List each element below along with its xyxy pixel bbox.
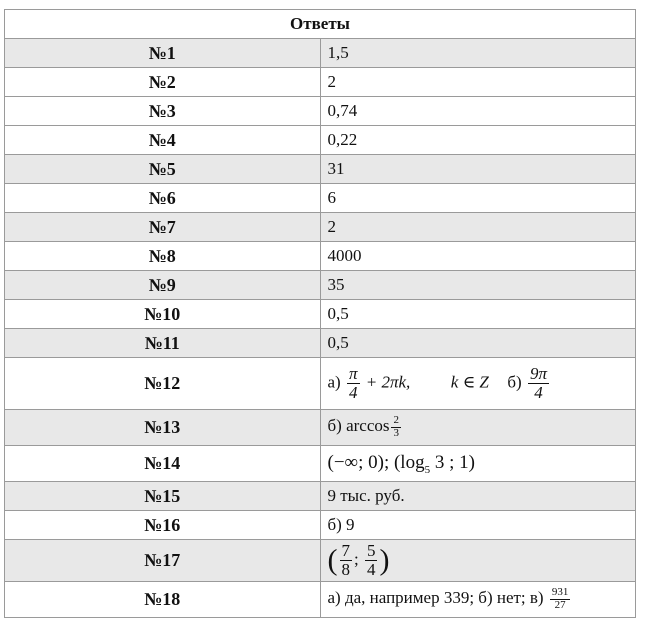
- row-number: №9: [5, 271, 321, 300]
- row-answer-math: б) arccos $\frac{2}{3}$: [320, 410, 636, 446]
- row-number: №15: [5, 482, 321, 511]
- row-number: №1: [5, 39, 321, 68]
- table-row: [5, 213, 636, 242]
- row-answer: б) 9: [320, 511, 636, 540]
- table-row: [5, 329, 636, 358]
- table-row: [5, 97, 636, 126]
- fraction: $\frac{931}{27}$: [551, 586, 569, 611]
- row-number: №2: [5, 68, 321, 97]
- row-answer: 6: [320, 184, 636, 213]
- row-answer: 9 тыс. руб.: [320, 482, 636, 511]
- row-answer: 0,74: [320, 97, 636, 126]
- table-row: [5, 126, 636, 155]
- fraction: $\frac{9\pi}{4}$: [529, 364, 547, 402]
- table-row: [5, 300, 636, 329]
- fraction: $\frac{5}{4}$: [366, 541, 376, 579]
- fraction: $\frac{2}{3}$: [393, 414, 399, 439]
- row-number: №8: [5, 242, 321, 271]
- table-header: Ответы: [5, 10, 636, 39]
- row-answer: 31: [320, 155, 636, 184]
- row-answer-math: ( $\frac{7}{8}$ ; $\frac{5}{4}$ ): [320, 540, 636, 582]
- table-row: [5, 155, 636, 184]
- row-number: №11: [5, 329, 321, 358]
- row-number: №12: [5, 358, 321, 410]
- row-number: №16: [5, 511, 321, 540]
- table-row: [5, 242, 636, 271]
- answer-part-a-label: а): [327, 372, 341, 392]
- row-number: №3: [5, 97, 321, 126]
- row-answer-math: а) да, например 339; б) нет; в) $\frac{931}{27}$: [320, 582, 636, 618]
- table-row: [5, 482, 636, 511]
- row-answer: 0,5: [320, 300, 636, 329]
- row-number: №13: [5, 410, 321, 446]
- row-answer: 0,5: [320, 329, 636, 358]
- table-row: [5, 511, 636, 540]
- row-answer: 1,5: [320, 39, 636, 68]
- table-row: [5, 410, 636, 446]
- row-answer: 4000: [320, 242, 636, 271]
- row-answer: 2: [320, 213, 636, 242]
- table-row: [5, 582, 636, 618]
- row-answer-math: (−∞; 0); ($\log_5$ 3 ; 1): [320, 446, 636, 482]
- row-answer: 35: [320, 271, 636, 300]
- row-answer: 2: [320, 68, 636, 97]
- row-number: №10: [5, 300, 321, 329]
- row-number: №4: [5, 126, 321, 155]
- answers-table: [4, 9, 636, 618]
- row-number: №5: [5, 155, 321, 184]
- table-row: [5, 358, 636, 410]
- fraction: $\frac{\pi}{4}$: [348, 364, 358, 402]
- fraction: $\frac{7}{8}$: [341, 541, 350, 579]
- row-number: №18: [5, 582, 321, 618]
- table-row: [5, 184, 636, 213]
- row-number: №14: [5, 446, 321, 482]
- row-number: №7: [5, 213, 321, 242]
- table-row: [5, 446, 636, 482]
- answer-part-b-label: б): [507, 372, 522, 392]
- table-row: [5, 39, 636, 68]
- row-number: №6: [5, 184, 321, 213]
- row-answer-math: а) $\frac{\pi}{4}$ + 2πk, k ∈ Z б) $\frac{9\pi}{4}$: [320, 358, 636, 410]
- row-answer: 0,22: [320, 126, 636, 155]
- row-number: №17: [5, 540, 321, 582]
- table-row: [5, 68, 636, 97]
- table-row: [5, 271, 636, 300]
- table-row: [5, 540, 636, 582]
